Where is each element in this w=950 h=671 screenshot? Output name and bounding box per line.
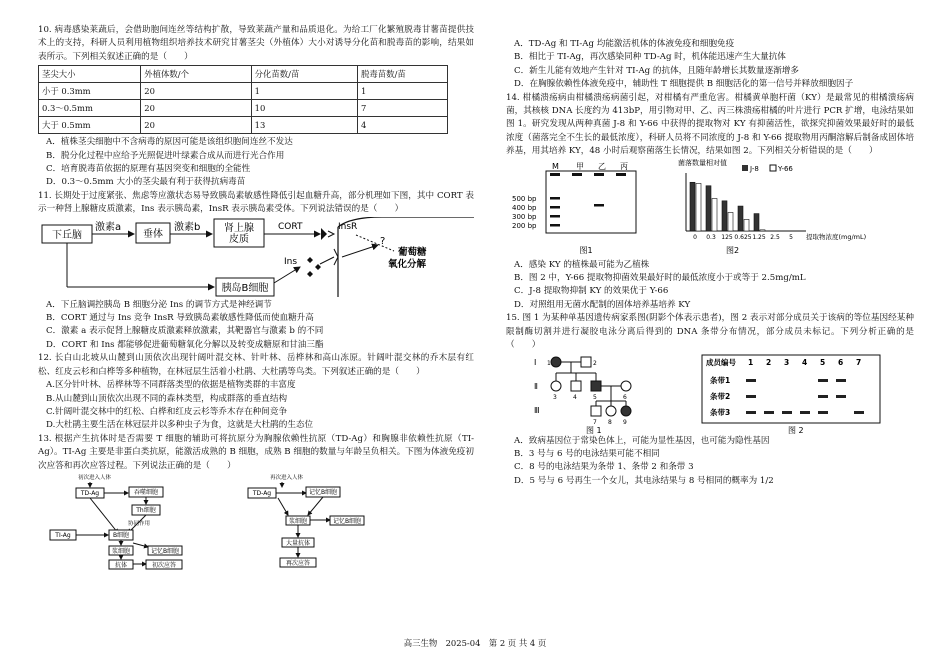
pedigree-male: [581, 357, 591, 367]
hormone-a-label: 激素a: [95, 221, 122, 233]
member-number: 1: [748, 357, 754, 367]
q11-option-c: C．激素 a 表示促肾上腺糖皮质激素释放激素，其靶器官与激素 b 的不同: [46, 326, 324, 337]
q14-fig1-gel: [506, 159, 914, 259]
fig2-caption: 图 2: [788, 425, 804, 435]
individual-number: 4: [573, 393, 577, 401]
bar-y-66-4: [760, 229, 765, 230]
pituitary-label: 垂体: [143, 228, 163, 240]
table-cell: 大于 0.5mm: [39, 117, 141, 134]
q10-option-a: A．植株茎尖细胞中不含病毒的原因可能是该组织胞间连丝不发达: [46, 137, 293, 148]
cort-label: CORT: [278, 221, 303, 232]
lane-label: 丙: [620, 161, 628, 171]
bar-y-66-3: [744, 219, 749, 231]
cort-symbol: [321, 228, 327, 240]
member-header: 成员编号: [706, 357, 736, 367]
fig2-caption: 图2: [726, 245, 740, 255]
left-column: [38, 24, 474, 571]
table-header-cell: 分化苗数/苗: [251, 66, 357, 83]
memory-b-label-2: 记忆B细胞: [308, 488, 338, 496]
many-antibody-label: 大量抗体: [285, 539, 311, 547]
gel-band: [550, 215, 560, 218]
table-row: [39, 83, 448, 100]
bar-j-8-1: [706, 185, 711, 230]
band-label: 条带2: [710, 391, 731, 401]
individual-number: 5: [593, 393, 597, 401]
arrow: [320, 257, 334, 264]
q10-stem: 10. 病毒感染莱蔬后，会借助胞间连丝等结构扩散，导致莱蔬产量和品质退化。为给工厂化繁殖脱毒甘薯苗提供技术上的支持，科研人员利用植物组织培养技术研究甘薯茎尖（外植体）大小对诱导分化苗和脱毒苗的影响，结果如表所示。下列相关叙述正确的是（ ）: [38, 25, 474, 62]
bar-j-8-3: [738, 206, 743, 231]
x-tick-label: 0.3: [706, 233, 716, 241]
bar-y-66-2: [728, 212, 733, 231]
pedigree-female: [551, 381, 561, 391]
individual-number: 6: [623, 393, 627, 401]
right-column: [506, 38, 914, 488]
adrenal-label: 肾上腺皮质: [224, 222, 254, 245]
q10-option-b: B．脱分化过程中应给予光照促进叶绿素合成从而进行光合作用: [46, 150, 285, 161]
individual-number: 8: [608, 418, 612, 426]
individual-number: 2: [593, 359, 597, 367]
q11-option-d: D．CORT 和 Ins 都能够促进葡萄糖氧化分解以及转变成糖原和甘油三酯: [46, 339, 324, 350]
band-mark: [836, 379, 846, 382]
pedigree-male: [571, 381, 581, 391]
x-tick-label: 5: [789, 233, 793, 241]
q15-pedigree: [506, 353, 914, 435]
lane-label: 甲: [576, 161, 584, 171]
q12-option-a: A.区分针叶林、岳桦林等不同群落类型的依据是植物类群的丰富度: [46, 380, 296, 391]
memory-b-label-3: 记忆B细胞: [332, 517, 362, 525]
beta-cell-label: 胰岛B细胞: [221, 282, 269, 294]
q12-option-d: D.大杜鹃主要生活在林冠层并以多种虫子为食，这就是大杜鹃的生态位: [46, 420, 314, 431]
q13-option-b: B．相比于 TI-Ag，再次感染同种 TD-Ag 时，机体能迅速产生大量抗体: [514, 52, 786, 63]
band-mark: [818, 379, 828, 382]
lane-label: M: [552, 161, 559, 171]
td-ag-label: TD-Ag: [80, 489, 100, 497]
table-cell: 4: [358, 117, 448, 134]
q13-option-d: D．在胸腺依赖性体液免疫中，辅助性 T 细胞提供 B 细胞活化的第一信号并释放细胞因子: [514, 79, 854, 90]
q15-option-d: D．5 号与 6 号再生一个女儿，其电泳结果与 8 号相同的概率为 1/2: [514, 475, 774, 486]
hormone-b-label: 激素b: [174, 221, 201, 233]
gel-band: [550, 197, 560, 200]
individual-number: 1: [547, 359, 551, 367]
bar-j-8-2: [722, 200, 727, 230]
th-cell-label: Th细胞: [136, 506, 156, 514]
ti-ag-label: TI-Ag: [55, 531, 71, 539]
pedigree-female: [621, 381, 631, 391]
b-cell-label: B细胞: [112, 531, 130, 539]
q12-stem: 12. 长白山北坡从山麓到山顶依次出现针阔叶混交林、针叶林、岳桦林和高山冻原。针阔叶混交林的乔木层有红松、红皮云杉和白桦等多种植物，在林冠层生活着小杜鹃、大杜鹃等鸟类。下列叙述正确的是（ ）: [38, 353, 474, 377]
coop-label: 协同作用: [128, 520, 151, 527]
q14-option-d: D．对照组用无菌水配制的固体培养基培养 KY: [514, 299, 691, 310]
band-mark: [746, 395, 756, 398]
table-cell: 20: [141, 117, 251, 134]
member-number: 3: [784, 357, 790, 367]
gel-band: [550, 206, 560, 209]
q11-option-b: B．CORT 通过与 Ins 竞争 InsR 导致胰岛素敏感性降低而使血糖升高: [46, 313, 314, 324]
q15-option-a: A．致病基因位于常染色体上，可能为显性基因，也可能为隐性基因: [514, 435, 770, 446]
gel-frame: [546, 171, 636, 233]
member-number: 5: [820, 357, 826, 367]
table-cell: 20: [141, 100, 251, 117]
table-cell: 7: [358, 100, 448, 117]
member-number: 6: [838, 357, 844, 367]
band-mark: [746, 379, 756, 382]
insr-label: InsR: [338, 221, 358, 232]
marker-label: 400 bp: [512, 203, 537, 212]
x-tick-label: 0: [693, 233, 697, 241]
q15-option-c: C．8 号的电泳结果为条带 1、条带 2 和条带 3: [514, 462, 694, 473]
band-mark: [746, 411, 756, 414]
q11-option-a: A．下丘脑调控胰岛 B 细胞分泌 Ins 的调节方式是神经调节: [46, 299, 272, 310]
table-cell: 1: [358, 83, 448, 100]
x-tick-label: 125: [721, 233, 733, 241]
q14-option-b: B．图 2 中，Y-66 提取物抑菌效果最好时的最低浓度小于或等于 2.5mg/mL: [514, 273, 806, 284]
legend-swatch-y66: [770, 165, 776, 171]
x-axis-label: 提取物浓度(mg/mL): [806, 232, 867, 241]
band-mark: [818, 395, 828, 398]
q13-figure: [38, 473, 474, 571]
q15-stem: 15. 图 1 为某种单基因遗传病家系图(阴影个体表示患者)，图 2 表示对部分成员关于该病的等位基因经某种限制酶切割并进行凝胶电泳分离后得到的 DNA 条带分布情况，部分成员未标记。下列分析正确的是（ ）: [506, 313, 914, 351]
antibody-label: 抗体: [114, 561, 128, 569]
x-tick-label: 0.625: [734, 233, 752, 241]
well: [572, 173, 582, 176]
generation-label: Ⅲ: [534, 405, 540, 415]
q14-option-c: C．J-8 提取物抑制 KY 的效果优于 Y-66: [514, 286, 669, 297]
q10-table: [38, 65, 448, 134]
q13-option-a: A．TD-Ag 和 TI-Ag 均能激活机体的体液免疫和细胞免疫: [514, 39, 735, 49]
arrow: [90, 498, 118, 533]
individual-number: 7: [593, 418, 597, 426]
generation-label: Ⅱ: [534, 381, 538, 391]
q11-figure: [38, 217, 474, 299]
individual-number: 3: [553, 393, 557, 401]
band-mark: [818, 411, 828, 414]
fig1-caption: 图 1: [586, 425, 602, 435]
q13-diagram: [38, 473, 474, 571]
marker-label: 200 bp: [512, 221, 537, 230]
table-cell: 小于 0.3mm: [39, 83, 141, 100]
gel-band: [594, 204, 604, 207]
band-mark: [854, 411, 864, 414]
table-cell: 0.3～0.5mm: [39, 100, 141, 117]
q13-stem: 13. 根据产生抗体时是否需要 T 细胞的辅助可将抗原分为胸腺依赖性抗原（TD-Ag）和胸腺非依赖性抗原（TI-Ag）。TI-Ag 主要是非蛋白类抗原，能激活成熟的 B 细胞，成熟 B 细胞的数量与年龄呈负相关。下图为体液免疫初次应答和再次应答过程。下列说法正确的是（ ）: [38, 433, 474, 471]
bar-j-8-4: [754, 213, 759, 230]
q12-option-c: C.针阔叶混交林中的红松、白桦和红皮云杉等乔木存在种间竞争: [46, 406, 288, 417]
q14-figures: [506, 159, 914, 259]
plasma-cell-label-2: 浆细胞: [288, 517, 308, 525]
arrow: [342, 245, 378, 257]
table-header-cell: 外植体数/个: [141, 66, 251, 83]
q15-figures: [506, 353, 914, 435]
pedigree-male-affected: [591, 381, 601, 391]
td-ag-label-2: TD-Ag: [252, 489, 272, 497]
q11-diagram: [38, 217, 474, 299]
table-header-row: [39, 66, 448, 83]
arrow: [308, 497, 323, 515]
y-axis-label: 菌落数量相对值: [678, 158, 727, 167]
marker-label: 300 bp: [512, 212, 537, 221]
table-cell: 13: [251, 117, 357, 134]
legend-label: J-8: [750, 164, 759, 173]
band-label: 条带1: [710, 375, 731, 385]
band-mark: [764, 411, 774, 414]
plasma-cell-label: 浆细胞: [111, 547, 131, 555]
table-cell: 20: [141, 83, 251, 100]
member-number: 4: [802, 357, 808, 367]
receptor-mark: [328, 231, 334, 237]
glucose-label: 葡萄糖氧化分解: [388, 246, 427, 270]
ins-molecules: [307, 257, 321, 277]
bar-y-66-0: [696, 183, 701, 231]
band-label: 条带3: [710, 407, 731, 417]
pedigree-female: [606, 406, 616, 416]
band-mark: [836, 395, 846, 398]
arrow: [133, 543, 148, 547]
band-mark: [782, 411, 792, 414]
generation-label: Ⅰ: [534, 357, 537, 367]
pedigree-female-affected: [621, 406, 631, 416]
legend-label: Y-66: [778, 164, 793, 173]
unknown-mark: ?: [380, 235, 386, 247]
q11-stem: 11. 长期处于过度紧张、焦虑等应激状态易导致胰岛素敏感性降低引起血糖升高，部分机理如下图，其中 CORT 表示一种肾上腺糖皮质激素，Ins 表示胰岛素，InsR 表示胰岛素受体。下列说法错误的是（ ）: [38, 190, 474, 215]
gel-band: [550, 224, 560, 227]
bar-y-66-1: [712, 198, 717, 230]
first-entry-label: 初次进入人体: [78, 474, 112, 481]
q14-option-a: A．感染 KY 的植株最可能为乙植株: [514, 259, 650, 270]
table-header-cell: 脱毒苗数/苗: [358, 66, 448, 83]
hypothalamus-label: 下丘脑: [52, 229, 82, 241]
individual-number: 9: [623, 418, 627, 426]
q14-fig2-chart: [678, 159, 866, 255]
member-number: 2: [766, 357, 772, 367]
second-response-label: 再次应答: [285, 559, 311, 567]
table-row: [39, 117, 448, 134]
pedigree-female-affected: [551, 357, 561, 367]
well: [616, 173, 626, 176]
page-footer: 高三生物 2025-04 第 2 页 共 4 页: [403, 638, 547, 648]
second-entry-label: 再次进入人体: [270, 474, 304, 481]
arrow: [278, 498, 288, 515]
arrow: [356, 235, 394, 251]
q10-option-d: D．0.3～0.5mm 大小的茎尖最有利于获得抗病毒苗: [46, 177, 246, 188]
q14-stem: 14. 柑橘溃疡病由柑橘溃疡病菌引起，对柑橘有严重危害。柑橘黄单胞杆菌（KY）是最常见的柑橘溃疡病菌，其核核 DNA 长度约为 413bP，用引物对甲、乙、丙三株溃疡柑橘的叶片进行 PCR 扩增，电泳结果如图 1。研究发现从两种真菌 J-8 和 Y-66 中获得的提取物对 KY 有抑菌活性，欲探究抑菌效果最好时的最低浓度（菌落完全不生长的最低浓度），科研人员将不同浓度的 J-8 和 Y-66 提取物用丙酮溶解后制备成固体培养基，用其培养 KY，48 小时后观察菌落生长情况，结果如图 2。下列相关分析错误的是（ ）: [506, 92, 914, 157]
fig1-caption: 图1: [579, 245, 593, 255]
first-response-label: 初次应答: [151, 561, 177, 569]
memory-b-label: 记忆B细胞: [150, 547, 180, 555]
member-number: 7: [856, 357, 862, 367]
well: [594, 173, 604, 176]
q12-option-b: B.从山麓到山顶依次出现不同的森林类型，构成群落的垂直结构: [46, 393, 288, 404]
well: [550, 173, 560, 176]
ins-label: Ins: [284, 256, 298, 267]
table-cell: 1: [251, 83, 357, 100]
lane-label: 乙: [598, 161, 606, 171]
q15-option-b: B．3 号与 6 号的电泳结果可能不相同: [514, 448, 660, 459]
x-tick-label: 2.5: [770, 233, 780, 241]
phagocyte-label: 吞噬细胞: [133, 488, 159, 496]
band-mark: [800, 411, 810, 414]
x-tick-label: 1.25: [752, 233, 766, 241]
marker-label: 500 bp: [512, 194, 537, 203]
legend-swatch-j8: [742, 165, 748, 171]
bar-j-8-0: [690, 182, 695, 231]
arrow: [274, 267, 300, 283]
table-row: [39, 100, 448, 117]
table-cell: 10: [251, 100, 357, 117]
table-header-cell: 茎尖大小: [39, 66, 141, 83]
q10-option-c: C．培育脱毒苗依据的原理有基因突变和细胞的全能性: [46, 164, 251, 175]
q13-option-c: C．新生儿能有效地产生针对 TI-Ag 的抗体，且随年龄增长其数量逐渐增多: [514, 65, 799, 76]
pedigree-male: [591, 406, 601, 416]
